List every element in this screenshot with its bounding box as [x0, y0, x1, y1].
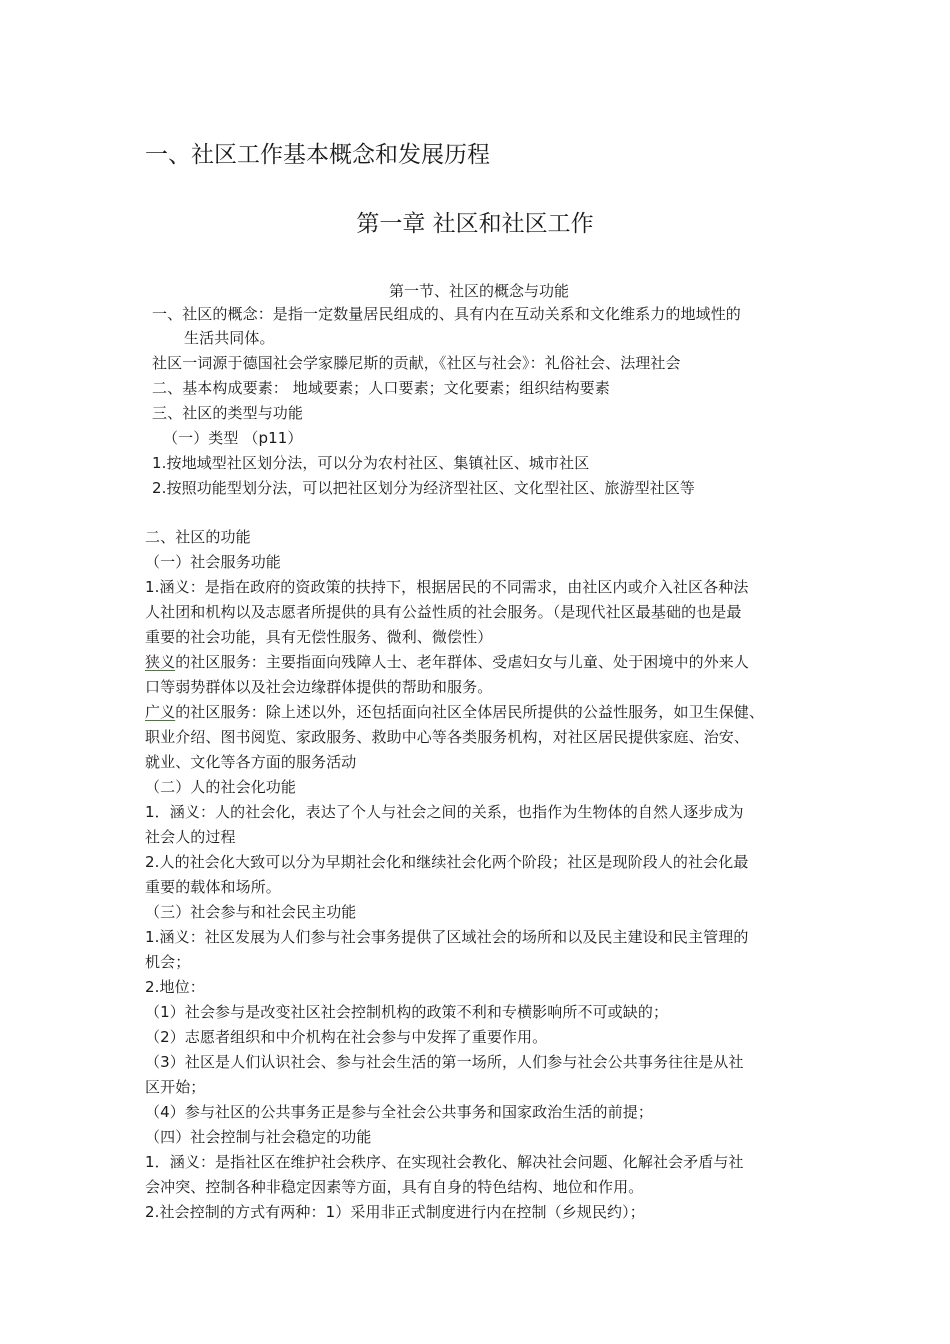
- narrow-label: 狭义: [145, 653, 176, 671]
- chapter-title: 第一章 社区和社区工作: [356, 211, 594, 237]
- paragraph-line: 1.涵义：是指在政府的资政策的扶持下，根据居民的不同需求，由社区内或介入社区各种法: [145, 578, 749, 596]
- paragraph-line: 会冲突、控制各种非稳定因素等方面，具有自身的特色结构、地位和作用。: [145, 1178, 644, 1196]
- subheading: （三）社会参与和社会民主功能: [145, 903, 357, 921]
- list-item: 区开始；: [145, 1078, 206, 1096]
- list-item: （4）参与社区的公共事务正是参与全社会公共事务和国家政治生活的前提；: [145, 1103, 653, 1121]
- paragraph-line: （一）类型 （p11）: [163, 429, 303, 447]
- paragraph-line: 2.人的社会化大致可以分为早期社会化和继续社会化两个阶段；社区是现阶段人的社会化最: [145, 853, 749, 871]
- paragraph-line: 口等弱势群体以及社会边缘群体提供的帮助和服务。: [145, 678, 493, 696]
- paragraph-line: 社会人的过程: [145, 828, 236, 846]
- paragraph-line: 二、基本构成要素： 地域要素；人口要素；文化要素；组织结构要素: [152, 379, 610, 397]
- broad-text: 的社区服务：除上述以外，还包括面向社区全体居民所提供的公益性服务，如卫生保健、: [175, 703, 765, 721]
- subheading: （四）社会控制与社会稳定的功能: [145, 1128, 372, 1146]
- paragraph-line: 1．涵义：是指社区在维护社会秩序、在实现社会教化、解决社会问题、化解社会矛盾与社: [145, 1153, 744, 1171]
- paragraph-line: 2.社会控制的方式有两种：1）采用非正式制度进行内在控制（乡规民约）；: [145, 1203, 645, 1221]
- paragraph-line: 2.按照功能型划分法，可以把社区划分为经济型社区、文化型社区、旅游型社区等: [152, 479, 696, 497]
- subheading: （二）人的社会化功能: [145, 778, 297, 796]
- paragraph-line: 职业介绍、图书阅览、家政服务、救助中心等各类服务机构，对社区居民提供家庭、治安、: [145, 728, 750, 746]
- paragraph-line: 1.按地域型社区划分法，可以分为农村社区、集镇社区、城市社区: [152, 454, 590, 472]
- paragraph-line: 一、社区的概念：是指一定数量居民组成的、具有内在互动关系和文化维系力的地域性的: [152, 305, 741, 323]
- paragraph-line: 就业、文化等各方面的服务活动: [145, 753, 357, 771]
- paragraph-line: 重要的社会功能，具有无偿性服务、微利、微偿性）: [145, 628, 493, 646]
- subheading: （一）社会服务功能: [145, 553, 281, 571]
- paragraph-line: 2.地位：: [145, 978, 205, 996]
- paragraph-line: [145, 651, 749, 673]
- paragraph-line: 重要的载体和场所。: [145, 878, 281, 896]
- list-item: （2）志愿者组织和中介机构在社会参与中发挥了重要作用。: [145, 1028, 548, 1046]
- section-title: 第一节、社区的概念与功能: [388, 282, 569, 300]
- narrow-text: 的社区服务：主要指面向残障人士、老年群体、受虐妇女与儿童、处于困境中的外来人: [175, 653, 750, 671]
- paragraph-line: 社区一词源于德国社会学家滕尼斯的贡献，《社区与社会》：礼俗社会、法理社会: [152, 354, 681, 372]
- paragraph-line: 机会；: [145, 953, 191, 971]
- paragraph-line: 1．涵义：人的社会化，表达了个人与社会之间的关系，也指作为生物体的自然人逐步成为: [145, 803, 744, 821]
- paragraph-line: 人社团和机构以及志愿者所提供的具有公益性质的社会服务。（是现代社区最基础的也是最: [145, 603, 742, 621]
- paragraph-line: [145, 701, 764, 723]
- heading-1: 一、社区工作基本概念和发展历程: [145, 142, 490, 168]
- broad-label: 广义: [145, 703, 176, 721]
- paragraph-line: 生活共同体。: [184, 329, 275, 347]
- paragraph-line: 1.涵义：社区发展为人们参与社会事务提供了区域社会的场所和以及民主建设和民主管理的: [145, 928, 749, 946]
- paragraph-line: 三、社区的类型与功能: [152, 404, 304, 422]
- list-item: （1）社会参与是改变社区社会控制机构的政策不利和专横影响所不可或缺的；: [145, 1003, 669, 1021]
- list-item: （3）社区是人们认识社会、参与社会生活的第一场所，人们参与社会公共事务往往是从社: [145, 1053, 744, 1071]
- subheading: 二、社区的功能: [145, 528, 251, 546]
